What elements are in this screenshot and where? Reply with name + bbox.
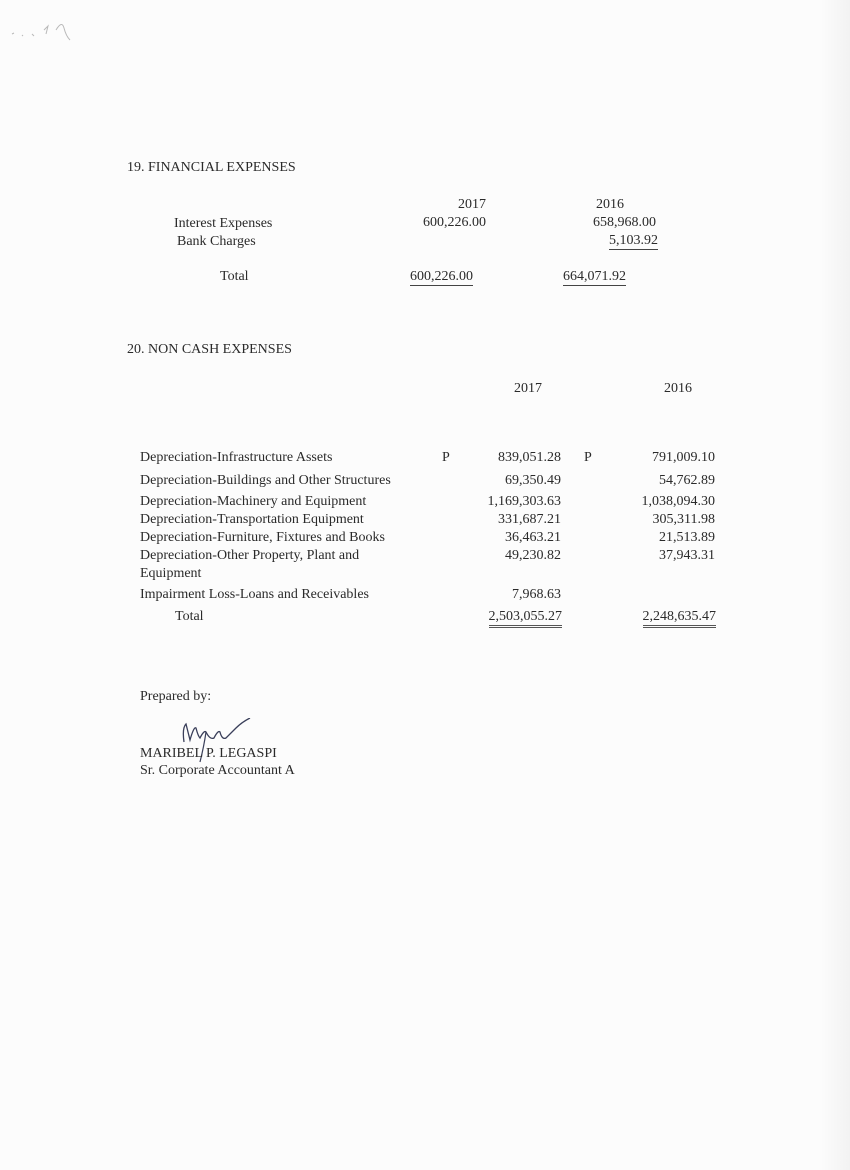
row-infrastructure-label: Depreciation-Infrastructure Assets bbox=[140, 450, 333, 465]
row-furniture-2017: 36,463.21 bbox=[505, 530, 561, 545]
row-buildings-2017: 69,350.49 bbox=[505, 473, 561, 488]
row-furniture-label: Depreciation-Furniture, Fixtures and Books bbox=[140, 530, 385, 545]
row-other-ppe-2016: 37,943.31 bbox=[659, 548, 715, 563]
section-20-col-2017: 2017 bbox=[514, 381, 542, 396]
row-bank-charges-2016 bbox=[560, 233, 658, 249]
row-impairment-label: Impairment Loss-Loans and Receivables bbox=[140, 587, 369, 602]
section-20-total-2016 bbox=[610, 609, 716, 625]
row-impairment-2017: 7,968.63 bbox=[512, 587, 561, 602]
section-20-total-label: Total bbox=[175, 609, 204, 624]
scan-edge-shadow bbox=[820, 0, 850, 1170]
row-infrastructure-2016: 791,009.10 bbox=[652, 450, 715, 465]
row-machinery-2017: 1,169,303.63 bbox=[487, 494, 561, 509]
section-19-col-2016: 2016 bbox=[596, 197, 624, 212]
row-infrastructure-currency-2016: P bbox=[584, 450, 592, 465]
row-machinery-2016: 1,038,094.30 bbox=[641, 494, 715, 509]
preparer-title: Sr. Corporate Accountant A bbox=[140, 763, 295, 778]
section-20-heading: 20. NON CASH EXPENSES bbox=[127, 342, 292, 357]
row-transportation-label: Depreciation-Transportation Equipment bbox=[140, 512, 364, 527]
row-buildings-label: Depreciation-Buildings and Other Structures bbox=[140, 473, 391, 488]
section-19-total-2017 bbox=[410, 269, 473, 285]
section-20-total-2017-double-underlined: 2,503,055.27 bbox=[489, 609, 563, 628]
row-transportation-2016: 305,311.98 bbox=[652, 512, 715, 527]
row-other-ppe-label-line1: Depreciation-Other Property, Plant and bbox=[140, 548, 360, 563]
row-other-ppe-label-line2: Equipment bbox=[140, 566, 202, 581]
row-interest-expenses-label: Interest Expenses bbox=[174, 216, 273, 231]
row-infrastructure-currency-2017: P bbox=[442, 450, 450, 465]
row-bank-charges-label: Bank Charges bbox=[177, 234, 256, 249]
bank-charges-2016-underlined: 5,103.92 bbox=[609, 233, 658, 248]
section-19-heading: 19. FINANCIAL EXPENSES bbox=[127, 160, 296, 175]
row-other-ppe-2017: 49,230.82 bbox=[505, 548, 561, 563]
section-19-total-2016 bbox=[563, 269, 626, 285]
row-interest-expenses-2016: 658,968.00 bbox=[593, 215, 656, 230]
section-19-total-2017-underlined: 600,226.00 bbox=[410, 269, 473, 284]
row-interest-expenses-2017: 600,226.00 bbox=[423, 215, 486, 230]
row-infrastructure-2017: 839,051.28 bbox=[498, 450, 561, 465]
row-furniture-2016: 21,513.89 bbox=[659, 530, 715, 545]
pencil-scribble-mark bbox=[10, 20, 110, 50]
section-20-total-2016-double-underlined: 2,248,635.47 bbox=[643, 609, 717, 628]
row-buildings-2016: 54,762.89 bbox=[659, 473, 715, 488]
section-20-col-2016: 2016 bbox=[664, 381, 692, 396]
section-19-col-2017: 2017 bbox=[458, 197, 486, 212]
section-19-total-label: Total bbox=[220, 269, 249, 284]
row-transportation-2017: 331,687.21 bbox=[498, 512, 561, 527]
section-20-total-2017 bbox=[460, 609, 562, 625]
row-machinery-label: Depreciation-Machinery and Equipment bbox=[140, 494, 367, 509]
preparer-name: MARIBEL P. LEGASPI bbox=[140, 746, 277, 761]
prepared-by-label: Prepared by: bbox=[140, 689, 212, 704]
section-19-total-2016-underlined: 664,071.92 bbox=[563, 269, 626, 284]
